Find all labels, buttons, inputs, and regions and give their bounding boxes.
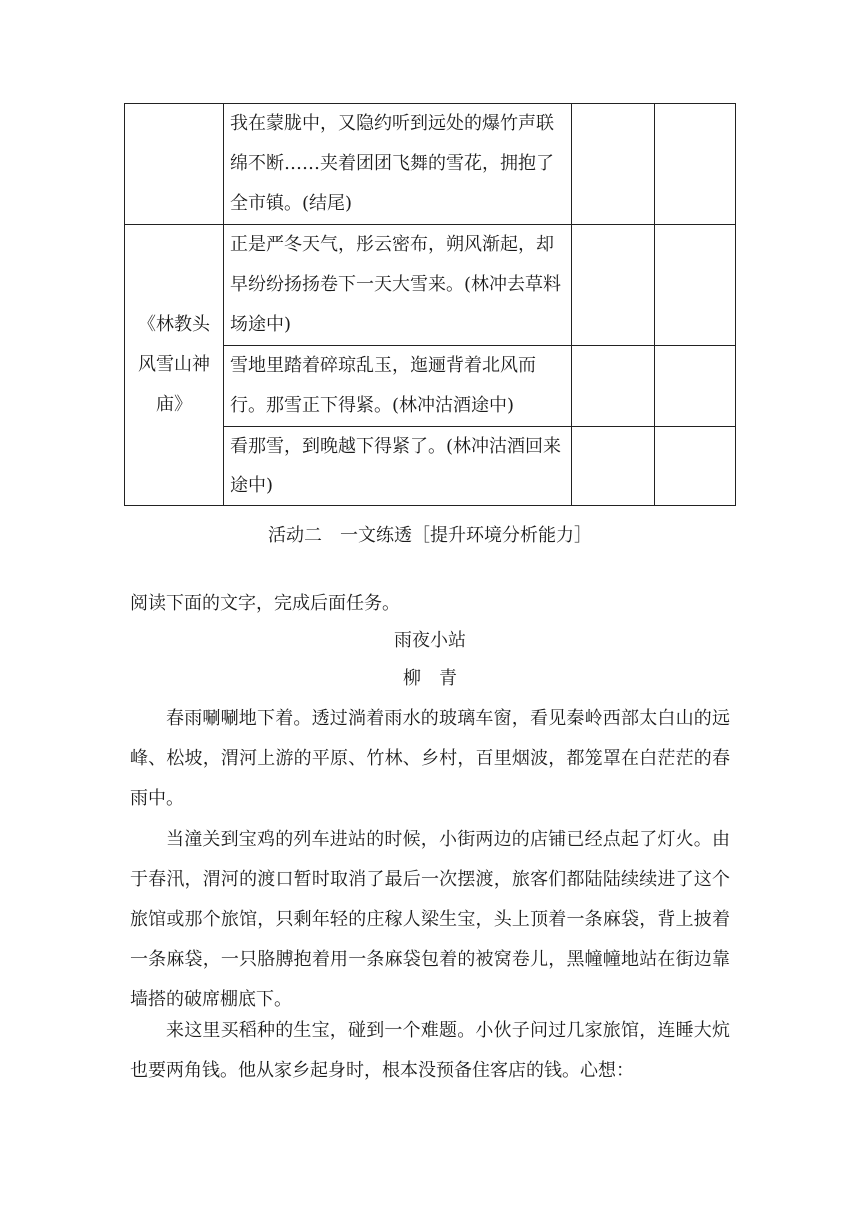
story-author: 柳 青 [403,668,457,689]
story-paragraph: 当潼关到宝鸡的列车进站的时候，小街两边的店铺已经点起了灯火。由于春汛，渭河的渡口暂时取消了最后一次摆渡，旅客们都陆陆续续进了这个旅馆或那个旅馆，只剩年轻的庄稼人梁生宝，头上顶着一条麻袋，背上披着一条麻袋，一只胳膊抱着用一条麻袋包着的被窝卷儿，黑幢幢地站在街边靠墙搭的破席棚底下。 [130,829,730,1010]
work-title-cell [125,104,224,225]
answer-cell[interactable] [655,225,736,346]
answer-cell[interactable] [655,346,736,427]
story-title: 雨夜小站 [394,630,466,651]
excerpt-cell: 正是严冬天气，彤云密布，朔风渐起，却早纷纷扬扬卷下一天大雪来。(林冲去草料场途中) [224,225,572,346]
excerpt-cell: 雪地里踏着碎琼乱玉，迤逦背着北风而行。那雪正下得紧。(林冲沽酒途中) [224,346,572,427]
excerpt-cell: 我在蒙胧中，又隐约听到远处的爆竹声联绵不断……夹着团团飞舞的雪花，拥抱了全市镇。(结尾) [224,104,572,225]
excerpt-cell: 看那雪，到晚越下得紧了。(林冲沽酒回来途中) [224,427,572,506]
analysis-table [124,103,736,506]
answer-cell[interactable] [655,104,736,225]
table-row [125,225,736,346]
answer-cell[interactable] [655,427,736,506]
answer-cell[interactable] [572,346,655,427]
answer-cell[interactable] [572,104,655,225]
answer-cell[interactable] [572,427,655,506]
work-title-cell: 《林教头风雪山神庙》 [125,225,224,506]
story-paragraph: 来这里买稻种的生宝，碰到一个难题。小伙子问过几家旅馆，连睡大炕也要两角钱。他从家乡起身时，根本没预备住客店的钱。心想： [130,1020,730,1081]
instruction-text: 阅读下面的文字，完成后面任务。 [130,593,400,614]
story-paragraph: 春雨唰唰地下着。透过淌着雨水的玻璃车窗，看见秦岭西部太白山的远峰、松坡，渭河上游的平原、竹林、乡村，百里烟波，都笼罩在白茫茫的春雨中。 [130,708,730,809]
table-row [125,104,736,225]
activity-heading: 活动二 一文练透［提升环境分析能力］ [268,525,592,546]
answer-cell[interactable] [572,225,655,346]
